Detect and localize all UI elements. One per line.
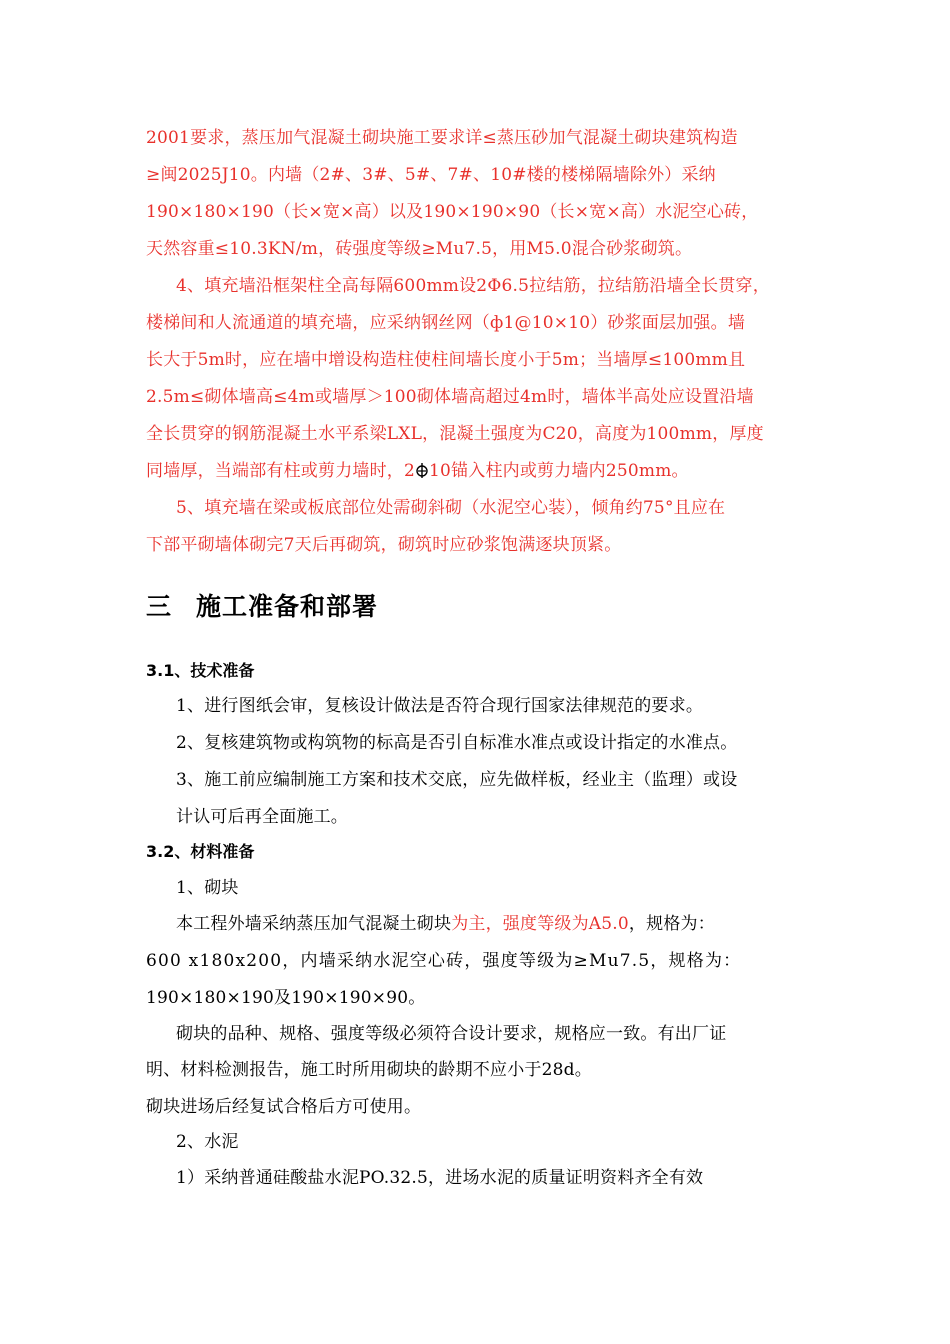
list-item: 1、进行图纸会审，复核设计做法是否符合现行国家法律规范的要求。 [176,696,704,716]
list-item: 1）采纳普通硅酸盐水泥PO.32.5，进场水泥的质量证明资料齐全有效 [176,1168,704,1188]
text-segment: 同墙厚，当端部有柱或剪力墙时，2 [146,461,416,481]
text-segment: 本工程外墙采纳蒸压加气混凝土砌块 [176,914,452,934]
rebar-grade-symbol-icon [415,461,429,477]
list-item: 计认可后再全面施工。 [176,807,348,827]
paragraph-line: 砌块进场后经复试合格后方可使用。 [146,1097,422,1117]
item-title: 2、水泥 [176,1132,239,1152]
text-line: 下部平砌墙体砌完7天后再砌筑，砌筑时应砂浆饱满逐块顶紧。 [146,535,622,555]
text-line: 全长贯穿的钢筋混凝土水平系梁LXL，混凝土强度为C20，高度为100mm，厚度 [146,424,764,444]
text-line [146,459,689,483]
paragraph-line: 600 x180x200，内墙采纳水泥空心砖，强度等级为≥Mu7.5，规格为： [146,951,742,971]
section-number: 三 [146,592,173,621]
paragraph-line: 砌块的品种、规格、强度等级必须符合设计要求，规格应一致。有出厂证 [176,1024,727,1044]
paragraph-line [176,912,715,936]
text-segment: ，规格为： [628,914,715,934]
subsection-heading: 3.1、技术准备 [146,661,255,680]
text-line: 2001要求，蒸压加气混凝土砌块施工要求详≤蒸压砂加气混凝土砌块建筑构造 [146,128,738,148]
text-line: 长大于5m时，应在墙中增设构造柱使柱间墙长度小于5m；当墙厚≤100mm且 [146,350,746,370]
text-line: ≥闽2025J10。内墙（2#、3#、5#、7#、10#楼的楼梯隔墙除外）采纳 [146,165,716,185]
list-item: 2、复核建筑物或构筑物的标高是否引自标准水准点或设计指定的水准点。 [176,733,738,753]
text-segment: 10锚入柱内或剪力墙内250mm。 [429,461,689,481]
section-heading [146,590,378,624]
subsection-heading: 3.2、材料准备 [146,842,255,861]
highlight-text: 为主，强度等级为A5.0 [451,914,629,934]
list-item: 3、施工前应编制施工方案和技术交底，应先做样板，经业主（监理）或设 [176,770,738,790]
text-line: 190×180×190（长×宽×高）以及190×190×90（长×宽×高）水泥空心砖， [146,202,759,222]
paragraph-line: 明、材料检测报告，施工时所用砌块的龄期不应小于28d。 [146,1060,592,1080]
text-line: 楼梯间和人流通道的填充墙，应采纳钢丝网（ф1@10×10）砂浆面层加强。墙 [146,313,746,333]
text-line: 5、填充墙在梁或板底部位处需砌斜砌（水泥空心装），倾角约75°且应在 [176,498,726,518]
paragraph-line: 190×180×190及190×190×90。 [146,988,426,1008]
item-title: 1、砌块 [176,878,239,898]
text-line: 2.5m≤砌体墙高≤4m或墙厚＞100砌体墙高超过4m时，墙体半高处应设置沿墙 [146,387,754,407]
text-line: 4、填充墙沿框架柱全高每隔600mm设2Φ6.5拉结筋，拉结筋沿墙全长贯穿， [176,276,770,296]
section-title: 施工准备和部署 [196,592,379,621]
text-line: 天然容重≤10.3KN/m，砖强度等级≥Mu7.5，用M5.0混合砂浆砌筑。 [146,239,693,259]
